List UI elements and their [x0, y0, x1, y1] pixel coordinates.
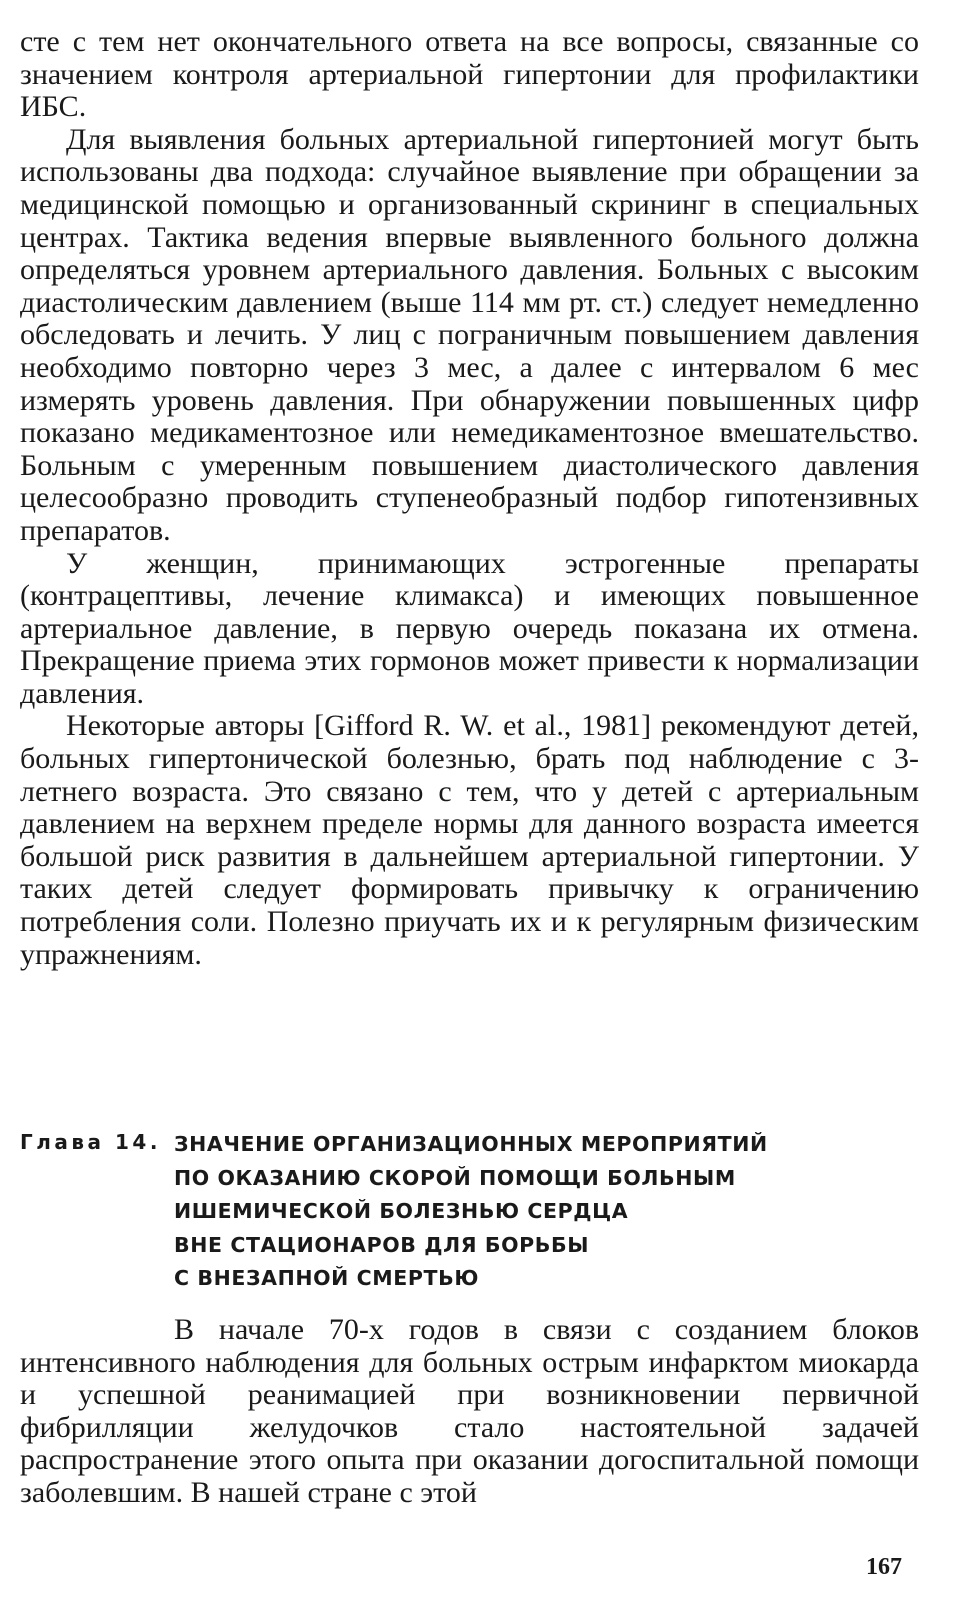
body-text — [20, 26, 919, 971]
chapter-title-line: С ВНЕЗАПНОЙ СМЕРТЬЮ — [174, 1266, 479, 1290]
chapter-title-line: ИШЕМИЧЕСКОЙ БОЛЕЗНЬЮ СЕРДЦА — [174, 1199, 629, 1223]
paragraph-estrogen-women: У женщин, принимающих эстрогенные препараты (контрацептивы, лечение климакса) и имеющих повышенное артериальное давление, в первую очередь показана их отмена. Прекращение приема этих гормонов может привести к нормализации давления. — [20, 546, 919, 710]
page-number: 167 — [866, 1554, 902, 1580]
chapter-label: Глава 14. — [20, 1130, 161, 1154]
paragraph-hypertension-detection: Для выявления больных артериальной гипертонией могут быть использованы два подхода: случайное выявление при обращении за медицинской помощью и организованный скрининг в специальных центрах. Тактика ведения впервые выявленного больного должна определяться уровнем артериального давления. Больных с высоким диастолическим давлением (выше 114 мм рт. ст.) следует немедленно обследовать и лечить. У лиц с пограничным повышением давления необходимо повторно через 3 мес, а далее с интервалом 6 мес измерять уровень давления. При обнаружении повышенных цифр показано медикаментозное или немедикаментозное вмешательство. Больным с умеренным повышением диастолического давления целесообразно проводить ступенеобразный подбор гипотензивных препаратов. — [20, 122, 919, 547]
chapter-heading — [20, 1128, 920, 1288]
paragraph-children: Некоторые авторы [Gifford R. W. et al., 1981] рекомендуют детей, больных гипертонической болезнью, брать под наблюдение с 3-летнего возраста. Это связано с тем, что у детей с артериальным давлением на верхнем пределе нормы для данного возраста имеется большой риск развития в дальнейшем артериальной гипертонии. У таких детей следует формировать привычку к ограничению потребления соли. Полезно приучать их и к регулярным физическим упражнениям. — [20, 709, 919, 971]
chapter-body — [20, 1314, 919, 1510]
chapter-title-line: ВНЕ СТАЦИОНАРОВ ДЛЯ БОРЬБЫ — [174, 1232, 590, 1257]
chapter-title-line: ЗНАЧЕНИЕ ОРГАНИЗАЦИОННЫХ МЕРОПРИЯТИЙ — [174, 1132, 768, 1156]
paragraph-continuation: сте с тем нет окончательного ответа на все вопросы, связанные со значением контроля артериальной гипертонии для профилактики ИБС. — [20, 25, 919, 124]
chapter-title — [174, 1128, 768, 1296]
paragraph-chapter-intro: В начале 70-х годов в связи с созданием блоков интенсивного наблюдения для больных острым инфарктом миокарда и успешной реанимацией при возникновении первичной фибрилляции желудочков стало настоятельной задачей распространение этого опыта при оказании догоспитальной помощи заболевшим. В нашей стране с этой — [20, 1313, 919, 1509]
chapter-title-line: ПО ОКАЗАНИЮ СКОРОЙ ПОМОЩИ БОЛЬНЫМ — [174, 1165, 736, 1190]
